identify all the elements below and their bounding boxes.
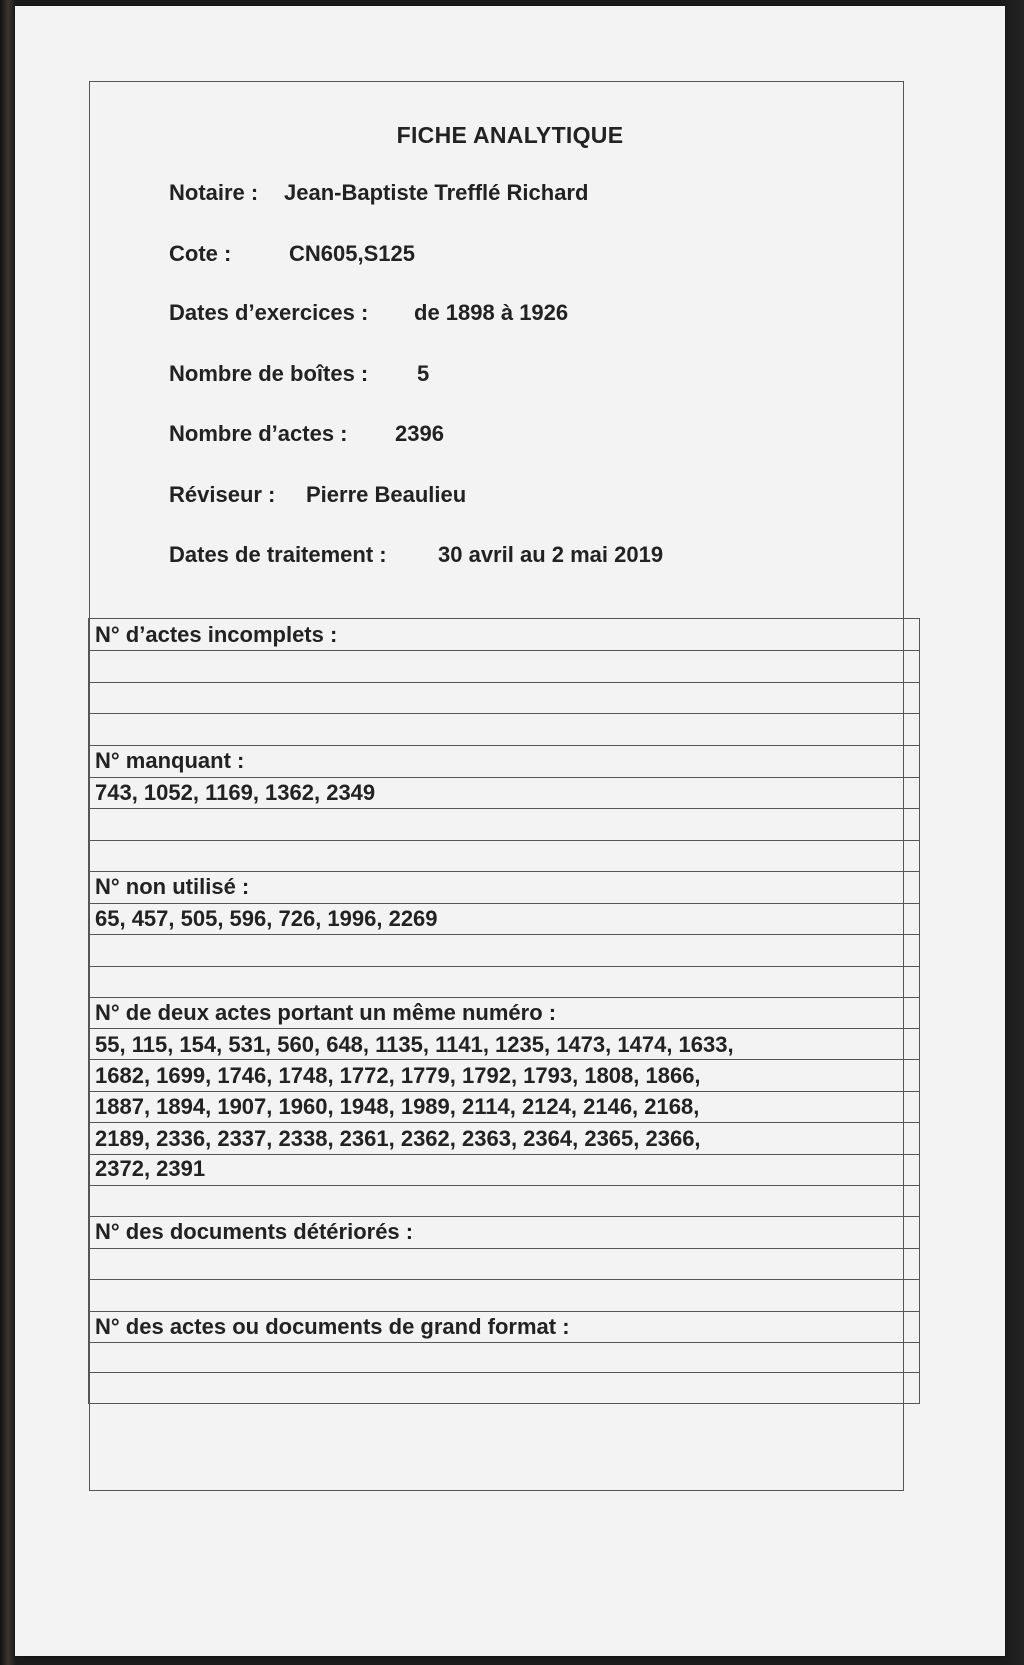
list-item: 2372, 2391 (95, 1156, 206, 1181)
list-item: 65, 457, 505, 596, 726, 1996, 2269 (95, 906, 438, 931)
section-heading-grand-format: N° des actes ou documents de grand format : (95, 1314, 570, 1339)
divider (88, 1372, 920, 1373)
field-value: 2396 (395, 421, 444, 446)
list-item: 1887, 1894, 1907, 1960, 1948, 1989, 2114, 2124, 2146, 2168, (95, 1094, 700, 1119)
list-item: 1682, 1699, 1746, 1748, 1772, 1779, 1792, 1793, 1808, 1866, (95, 1063, 701, 1088)
field-label: Réviseur : (169, 482, 276, 507)
section-heading-deux-actes: N° de deux actes portant un même numéro : (95, 1000, 557, 1025)
divider (88, 871, 920, 872)
divider (88, 1028, 920, 1029)
field-dates-exercices (169, 300, 568, 326)
divider (88, 1154, 920, 1155)
field-label: Cote : (169, 241, 232, 266)
divider (88, 1216, 920, 1217)
field-value: 30 avril au 2 mai 2019 (438, 542, 664, 567)
divider (88, 1248, 920, 1249)
section-heading-manquant: N° manquant : (95, 748, 245, 773)
field-cote (169, 241, 415, 267)
field-notaire (169, 180, 588, 206)
field-reviseur (169, 482, 466, 508)
field-label: Nombre de boîtes : (169, 361, 369, 386)
field-dates-traitement (169, 542, 663, 568)
page-title: FICHE ANALYTIQUE (396, 122, 624, 148)
section-heading-incomplets: N° d’actes incomplets : (95, 622, 338, 647)
divider (88, 650, 920, 651)
divider (88, 934, 920, 935)
divider (88, 997, 920, 998)
field-nombre-actes (169, 421, 444, 447)
divider (88, 1091, 920, 1092)
divider (88, 966, 920, 967)
table-right-border (919, 618, 920, 1403)
divider (88, 1342, 920, 1343)
divider (88, 808, 920, 809)
divider (88, 1403, 920, 1404)
field-value: Jean-Baptiste Trefflé Richard (284, 180, 589, 205)
divider (88, 713, 920, 714)
field-value: Pierre Beaulieu (306, 482, 467, 507)
section-heading-deteriores: N° des documents détériorés : (95, 1219, 414, 1244)
divider (88, 1059, 920, 1060)
field-value: CN605,S125 (289, 241, 415, 266)
field-nombre-boites (169, 361, 429, 387)
divider (88, 745, 920, 746)
field-value: de 1898 à 1926 (414, 300, 569, 325)
field-label: Notaire : (169, 180, 259, 205)
divider (88, 1279, 920, 1280)
divider (88, 618, 920, 619)
section-heading-non-utilise: N° non utilisé : (95, 874, 250, 899)
field-label: Dates d’exercices : (169, 300, 369, 325)
divider (88, 840, 920, 841)
list-item: 743, 1052, 1169, 1362, 2349 (95, 780, 376, 805)
divider (88, 1122, 920, 1123)
divider (88, 1185, 920, 1186)
divider (88, 903, 920, 904)
field-label: Dates de traitement : (169, 542, 387, 567)
table-left-border (88, 618, 89, 1403)
list-item: 2189, 2336, 2337, 2338, 2361, 2362, 2363, 2364, 2365, 2366, (95, 1126, 701, 1151)
document-page (15, 6, 1005, 1656)
divider (88, 682, 920, 683)
field-value: 5 (417, 361, 430, 386)
list-item: 55, 115, 154, 531, 560, 648, 1135, 1141, 1235, 1473, 1474, 1633, (95, 1032, 734, 1057)
divider (88, 777, 920, 778)
divider (88, 1311, 920, 1312)
field-label: Nombre d’actes : (169, 421, 348, 446)
